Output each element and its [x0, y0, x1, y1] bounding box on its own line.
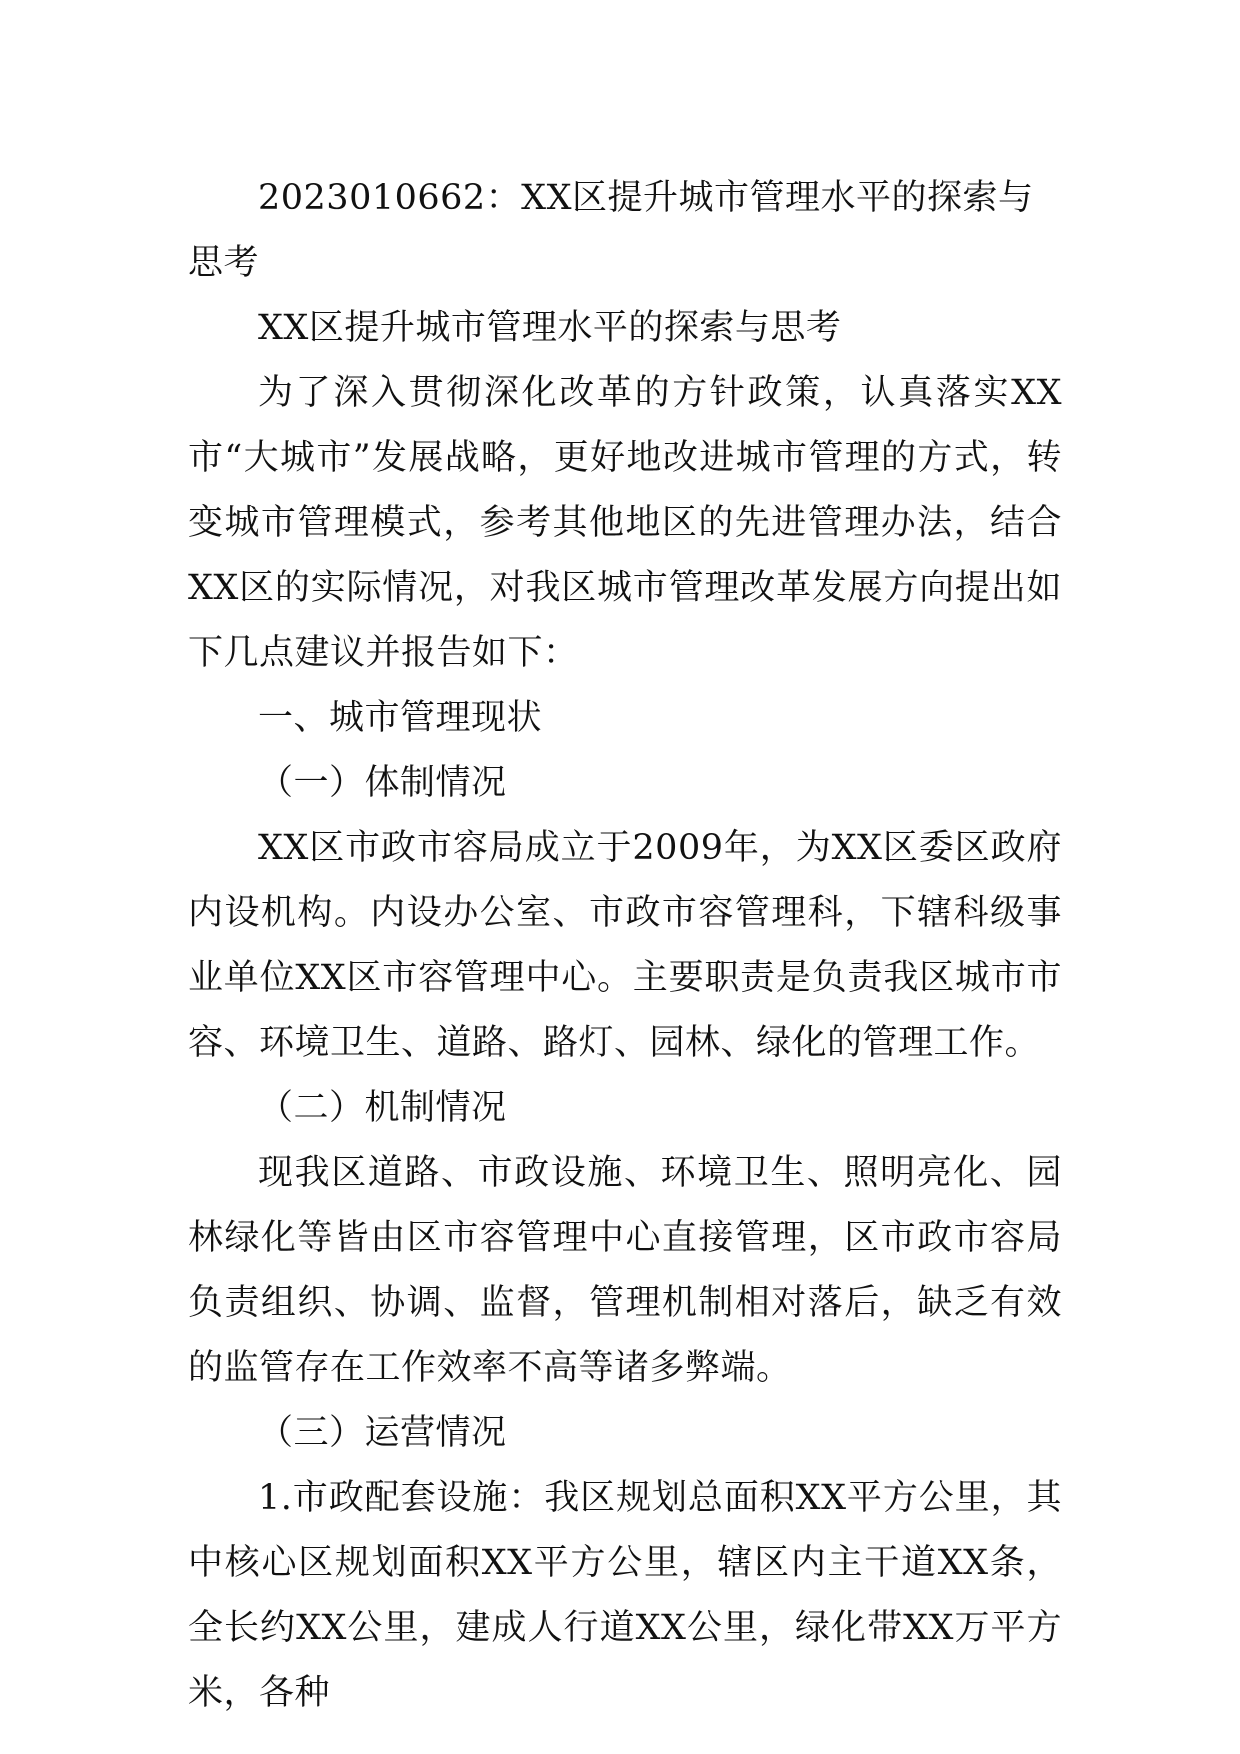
document-id-title: 2023010662：XX区提升城市管理水平的探索与思考	[188, 178, 1034, 283]
intro-paragraph: 为了深入贯彻深化改革的方针政策，认真落实XX市“大城市”发展战略，更好地改进城市管理的方式，转变城市管理模式，参考其他地区的先进管理办法，结合XX区的实际情况，对我区城市管理改革发展方向提出如下几点建议并报告如下：	[188, 373, 1062, 673]
body-paragraph: XX区市政市容局成立于2009年，为XX区委区政府内设机构。内设办公室、市政市容管理科，下辖科级事业单位XX区市容管理中心。主要职责是负责我区城市市容、环境卫生、道路、路灯、园林、绿化的管理工作。	[188, 828, 1062, 1063]
body-paragraph: 现我区道路、市政设施、环境卫生、照明亮化、园林绿化等皆由区市容管理中心直接管理，区市政市容局负责组织、协调、监督，管理机制相对落后，缺乏有效的监管存在工作效率不高等诸多弊端。	[188, 1153, 1062, 1388]
subsection-heading: （三）运营情况	[258, 1413, 507, 1453]
document-body	[188, 166, 1062, 1726]
body-paragraph: 1.市政配套设施：我区规划总面积XX平方公里，其中核心区规划面积XX平方公里，辖区内主干道XX条，全长约XX公里，建成人行道XX公里，绿化带XX万平方米，各种	[188, 1478, 1062, 1713]
subsection-heading: （一）体制情况	[258, 763, 507, 803]
document-title: XX区提升城市管理水平的探索与思考	[258, 308, 842, 348]
section-heading: 一、城市管理现状	[258, 698, 543, 738]
subsection-heading: （二）机制情况	[258, 1088, 507, 1128]
